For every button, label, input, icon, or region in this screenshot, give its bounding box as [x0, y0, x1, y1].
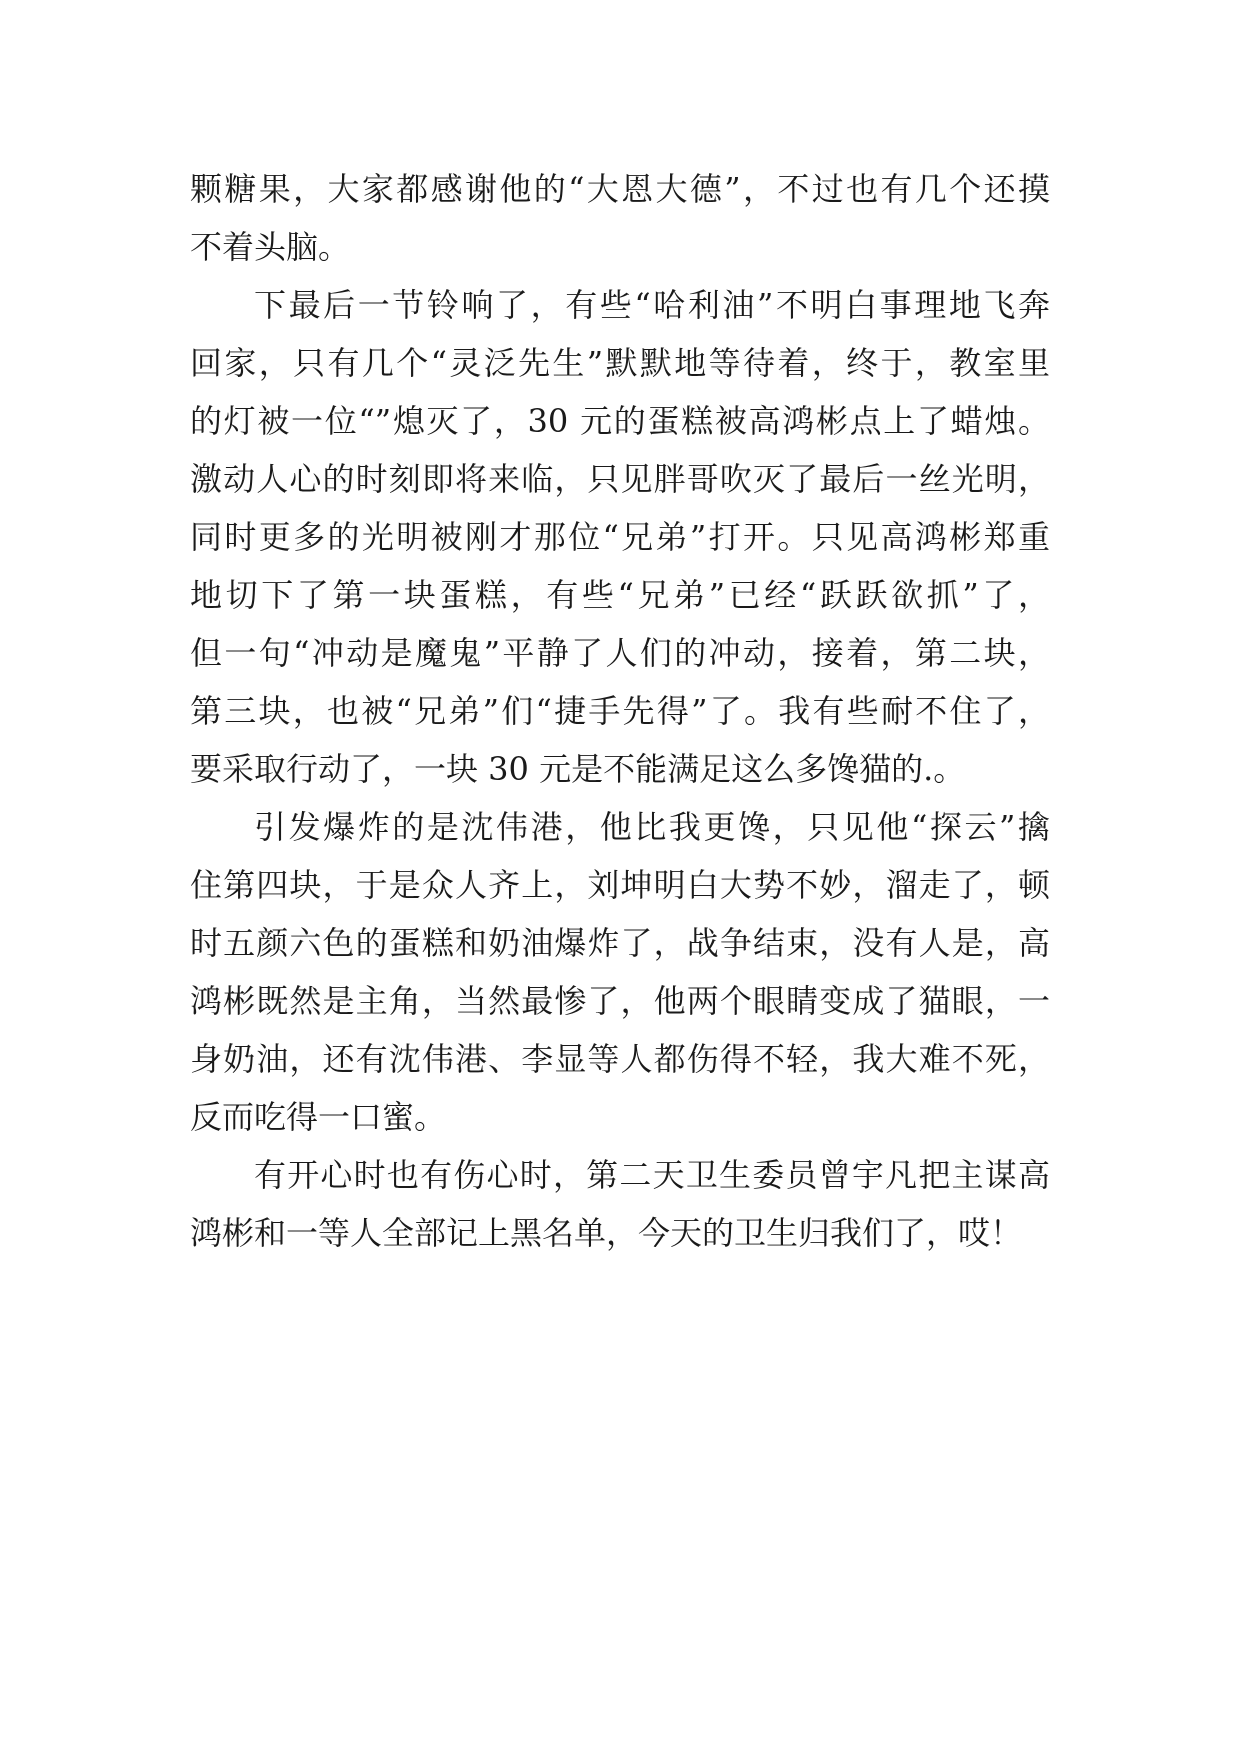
paragraph [190, 798, 1050, 1146]
text-line: 身奶油，还有沈伟港、李显等人都伤得不轻，我大难不死， [190, 1040, 1050, 1078]
text-line: 同时更多的光明被刚才那位“兄弟”打开。只见高鸿彬郑重 [190, 518, 1050, 556]
text-line: 鸿彬既然是主角，当然最惨了，他两个眼睛变成了猫眼，一 [190, 982, 1050, 1020]
paragraph [190, 276, 1050, 798]
paragraph [190, 160, 1050, 276]
text-line: 下最后一节铃响了，有些“哈利油”不明白事理地飞奔 [254, 286, 1050, 324]
text-line: 住第四块，于是众人齐上，刘坤明白大势不妙，溜走了，顿 [190, 866, 1050, 904]
text-line: 的灯被一位“”熄灭了，30 元的蛋糕被高鸿彬点上了蜡烛。 [190, 402, 1050, 440]
text-line: 第三块，也被“兄弟”们“捷手先得”了。我有些耐不住了， [190, 692, 1050, 730]
paragraph [190, 1146, 1050, 1262]
document-body [190, 160, 1050, 1262]
text-line: 鸿彬和一等人全部记上黑名单，今天的卫生归我们了，哎！ [190, 1214, 1023, 1252]
text-line: 激动人心的时刻即将来临，只见胖哥吹灭了最后一丝光明， [190, 460, 1050, 498]
text-line: 回家，只有几个“灵泛先生”默默地等待着，终于，教室里 [190, 344, 1050, 382]
text-line: 不着头脑。 [190, 228, 351, 266]
text-line: 但一句“冲动是魔鬼”平静了人们的冲动，接着，第二块， [190, 634, 1050, 672]
text-line: 反而吃得一口蜜。 [190, 1098, 447, 1136]
text-line: 引发爆炸的是沈伟港，他比我更馋，只见他“探云”擒 [254, 808, 1050, 846]
text-line: 时五颜六色的蛋糕和奶油爆炸了，战争结束，没有人是，高 [190, 924, 1050, 962]
text-line: 地切下了第一块蛋糕，有些“兄弟”已经“跃跃欲抓”了， [190, 576, 1050, 614]
text-line: 有开心时也有伤心时，第二天卫生委员曾宇凡把主谋高 [254, 1156, 1050, 1194]
text-line: 要采取行动了，一块 30 元是不能满足这么多馋猫的.。 [190, 750, 966, 788]
text-line: 颗糖果，大家都感谢他的“大恩大德”，不过也有几个还摸 [190, 170, 1050, 208]
